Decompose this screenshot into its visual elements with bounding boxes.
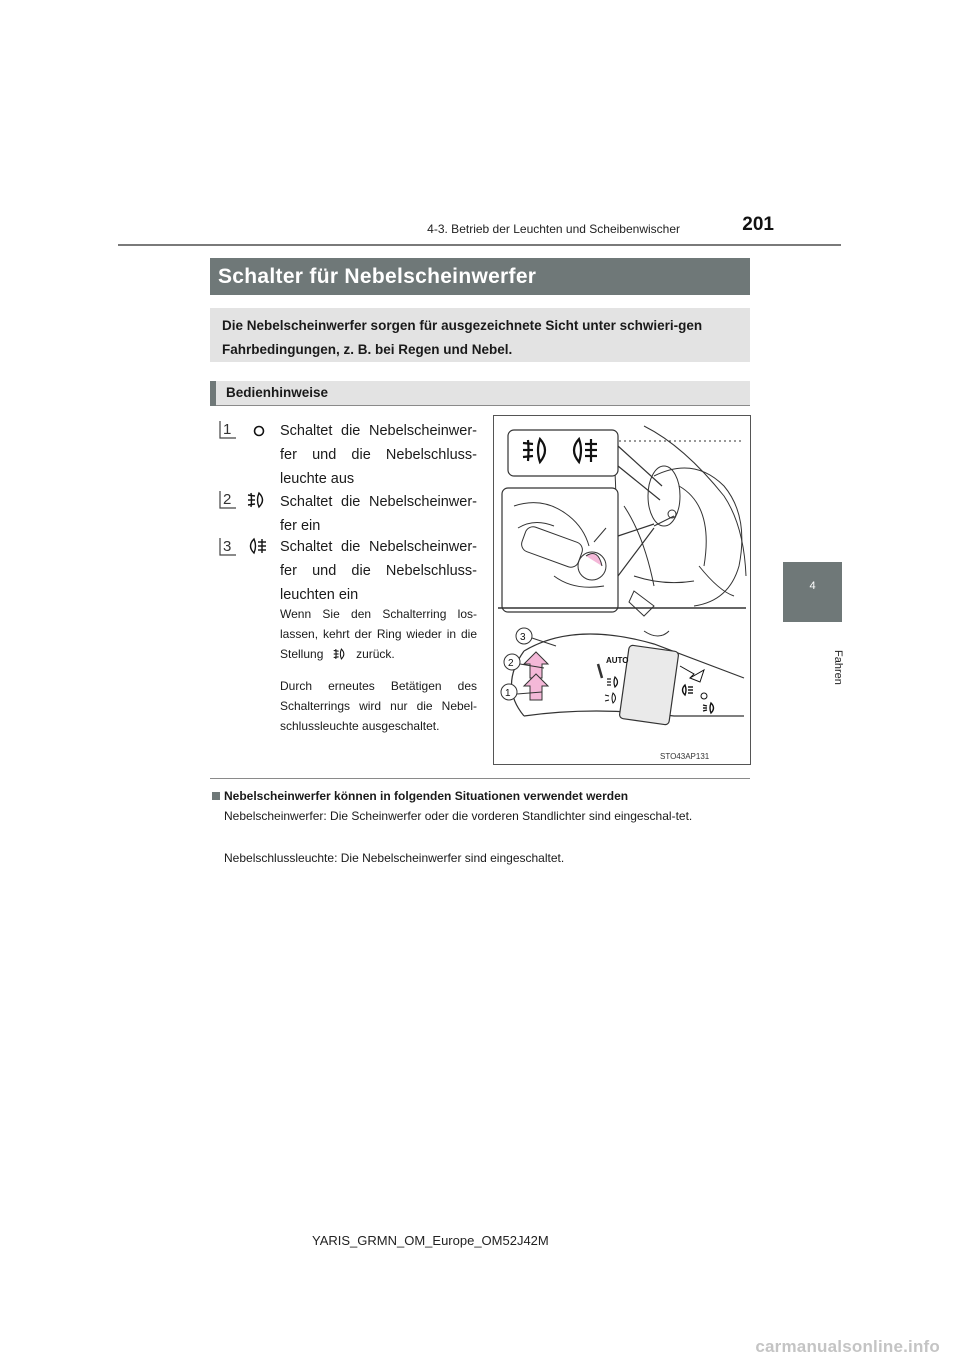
bullet-paragraph-2: Nebelschlussleuchte: Die Nebelscheinwerfer sind eingeschaltet.	[224, 851, 565, 865]
illustration-code: STO43AP131	[660, 752, 710, 761]
chapter-label: Fahren	[832, 650, 844, 685]
rear-fog-light-icon	[246, 536, 268, 556]
step-number-3: 3	[218, 537, 238, 557]
section-title-banner	[210, 258, 750, 295]
front-fog-light-icon	[331, 647, 349, 661]
bullet-paragraph-1: Nebelscheinwerfer: Die Scheinwerfer oder die vorderen Standlichter sind eingeschal-tet.	[224, 809, 693, 823]
step-1-text: Schaltet die Nebelscheinwer-fer und die Nebelschluss-leuchte aus	[280, 423, 477, 487]
step-3-text: Schaltet die Nebelscheinwer-fer und die Nebelschluss-leuchten ein	[280, 539, 477, 603]
subheading	[210, 381, 750, 406]
page-number: 201	[742, 214, 774, 235]
subheading-accent-bar	[210, 381, 216, 406]
switch-auto-label: AUTO	[606, 656, 629, 665]
intro-box	[210, 308, 750, 362]
callout-1: 1	[505, 688, 511, 699]
bullet-square-icon	[212, 792, 220, 800]
step-number-2: 2	[218, 490, 238, 510]
intro-text: Die Nebelscheinwerfer sorgen für ausgezeichnete Sicht unter schwieri-gen Fahrbedingungen, z. B. bei Regen und Nebel.	[222, 318, 703, 357]
header-divider	[118, 244, 841, 246]
return-note-end: zurück.	[356, 647, 395, 661]
repeat-note: Durch erneutes Betätigen des Schalterrings wird nur die Nebel-schlussleuchte ausgeschaltet.	[280, 679, 477, 733]
callout-2: 2	[508, 658, 514, 669]
callout-3: 3	[520, 632, 526, 643]
fog-switch-illustration	[493, 415, 751, 765]
section-divider	[210, 778, 750, 779]
bullet-heading-text: Nebelscheinwerfer können in folgenden Situationen verwendet werden	[224, 789, 629, 803]
bullet-heading	[212, 789, 628, 803]
step-number-1: 1	[218, 420, 238, 440]
header-section-title: 4-3. Betrieb der Leuchten und Scheibenwischer	[427, 222, 680, 236]
return-note	[280, 604, 477, 664]
step-2-text: Schaltet die Nebelscheinwer-fer ein	[280, 494, 477, 534]
document-footer: YARIS_GRMN_OM_Europe_OM52J42M	[312, 1233, 549, 1248]
watermark: carmanualsonline.info	[755, 1337, 940, 1356]
chapter-tab: 4	[783, 562, 842, 622]
subheading-text: Bedienhinweise	[226, 385, 329, 400]
section-title: Schalter für Nebelscheinwerfer	[218, 265, 537, 288]
return-note-text: Wenn Sie den Schalterring los-lassen, kehrt der Ring wieder in die Stellung	[280, 607, 477, 661]
off-circle-icon	[252, 424, 266, 438]
front-fog-light-icon	[246, 490, 268, 510]
